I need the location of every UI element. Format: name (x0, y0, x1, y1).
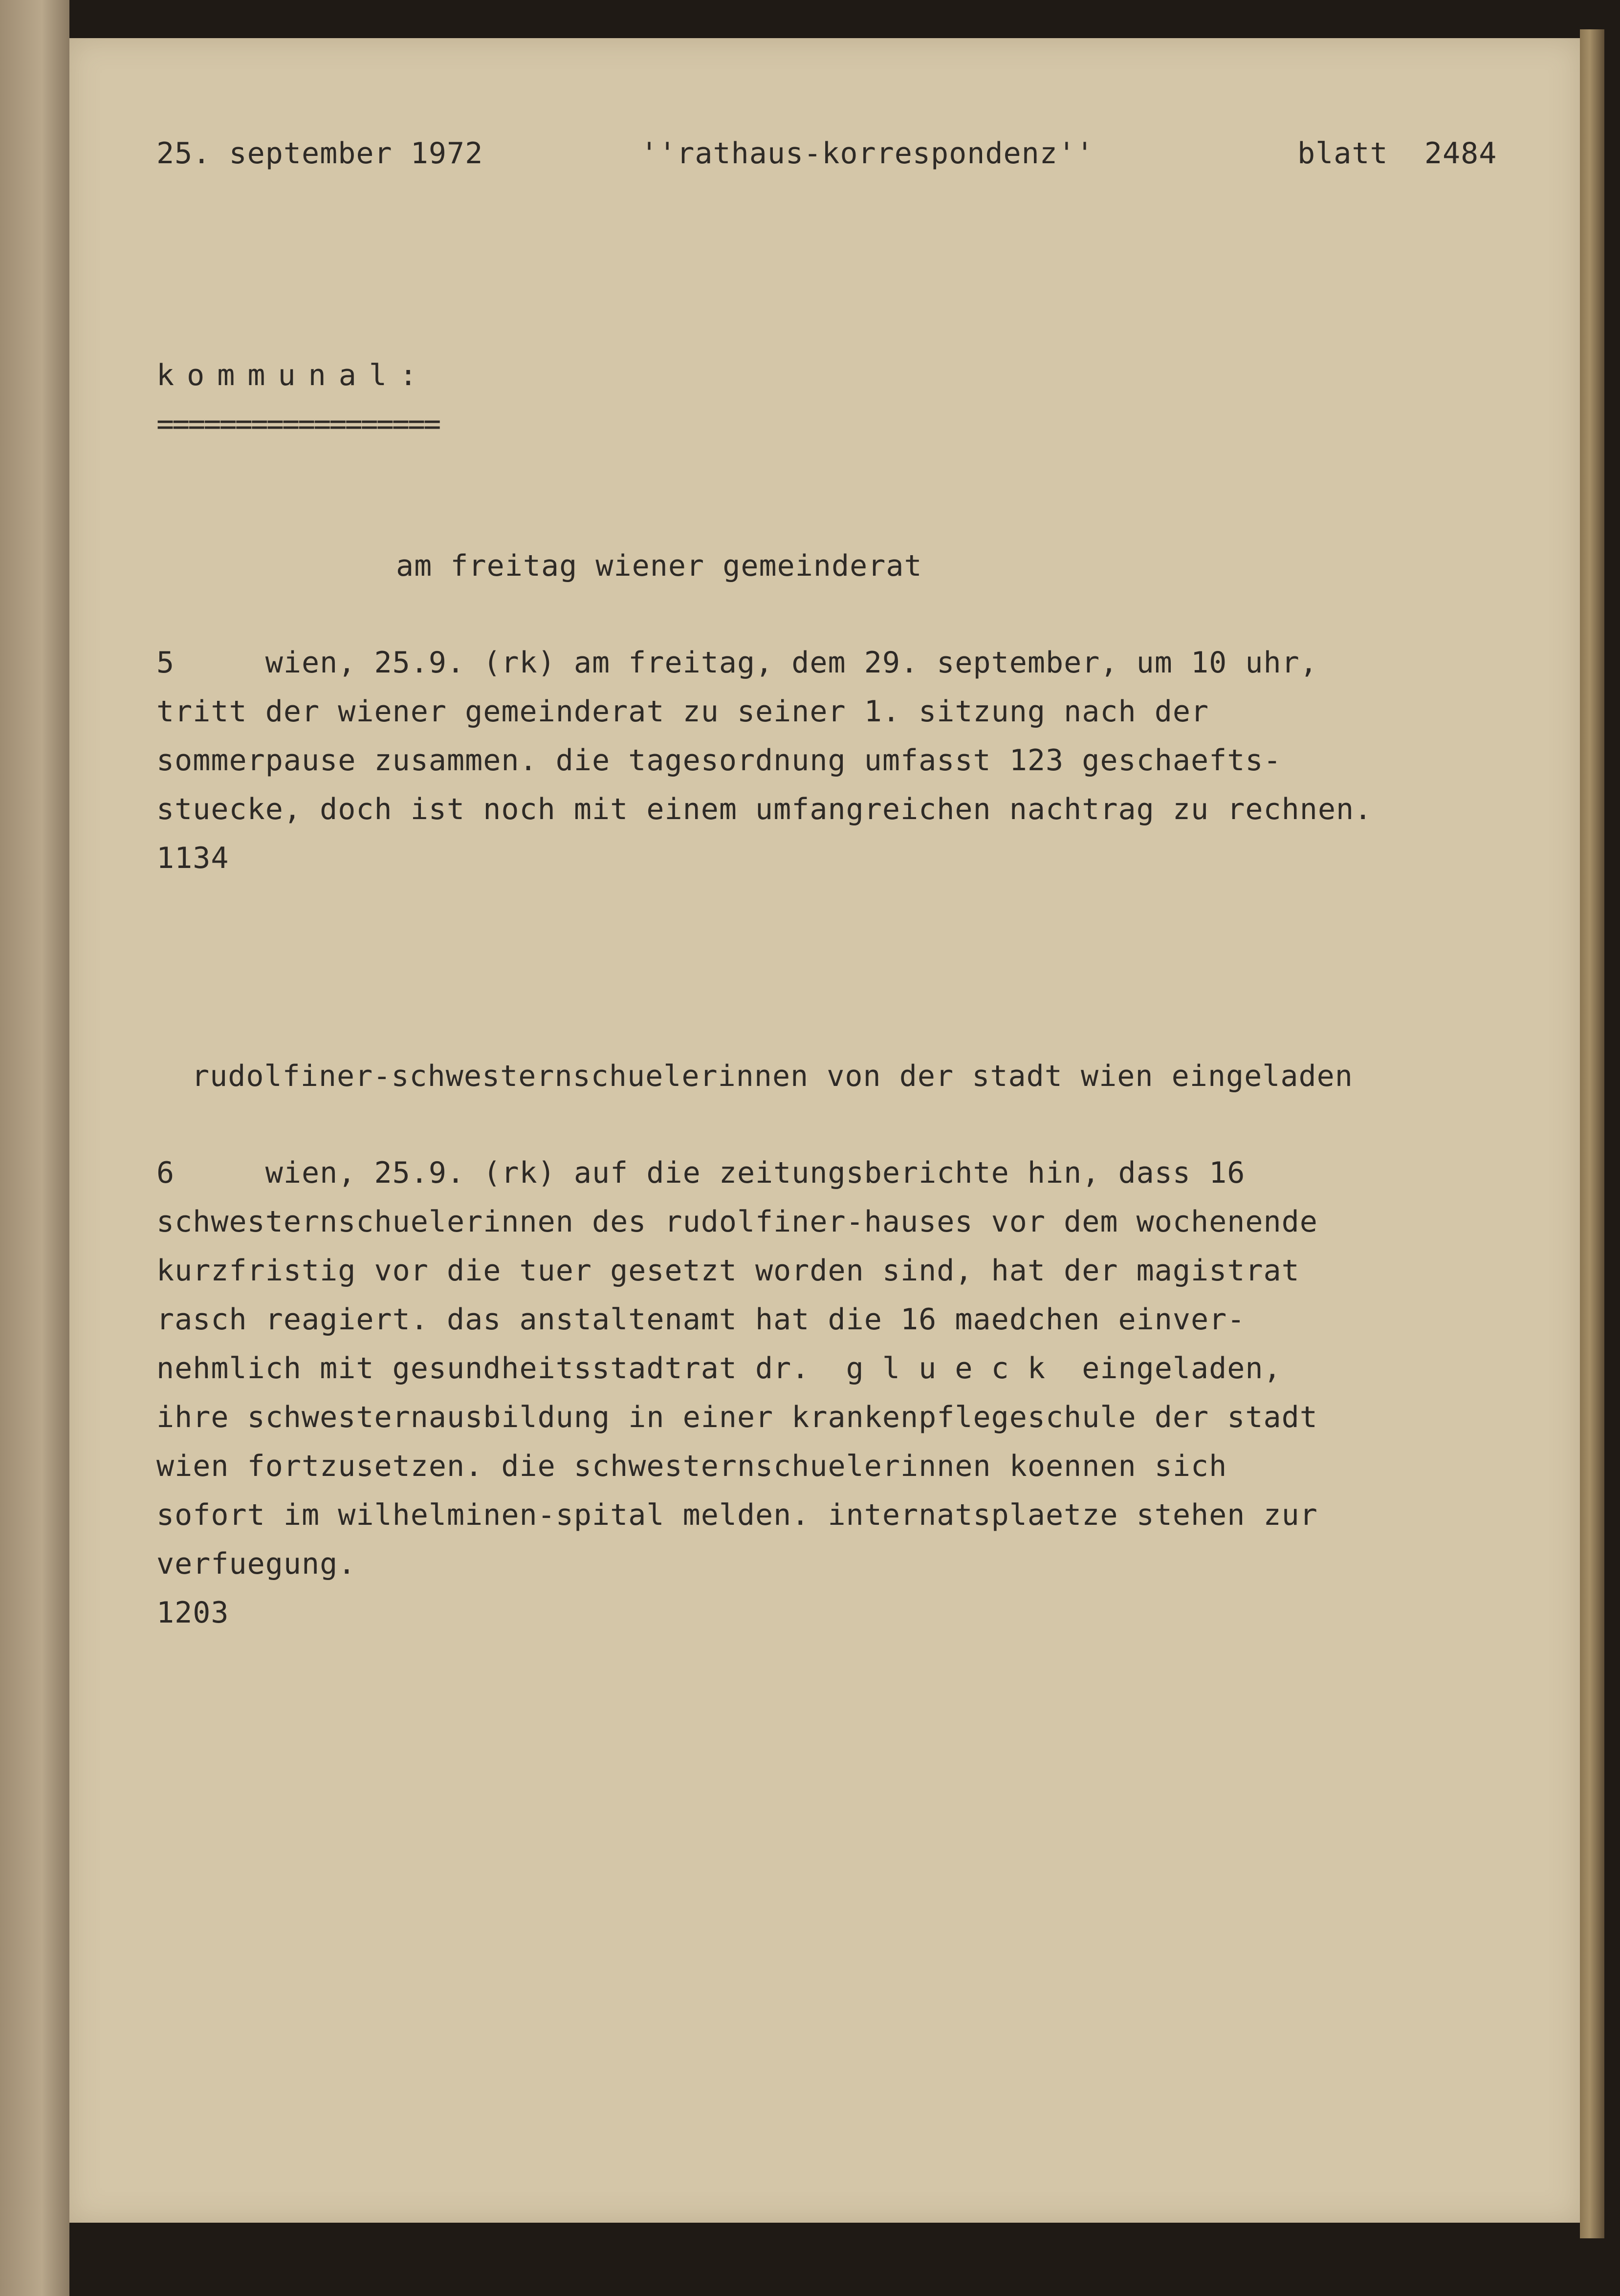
article-1-headline: am freitag wiener gemeinderat (396, 549, 922, 583)
article-2-line: sofort im wilhelminen-spital melden. internatsplaetze stehen zur (156, 1498, 1318, 1532)
header-sheet-number: blatt 2484 (1297, 136, 1497, 171)
previous-page-edge (0, 0, 69, 2296)
page-stack-edge (1580, 29, 1604, 2238)
article-1-line: stuecke, doch ist noch mit einem umfangreichen nachtrag zu rechnen. (156, 792, 1373, 826)
article-2-line: wien fortzusetzen. die schwesternschuelerinnen koennen sich (156, 1449, 1227, 1483)
article-1-code: 1134 (156, 841, 229, 875)
article-1-line: 5 wien, 25.9. (rk) am freitag, dem 29. september, um 10 uhr, (156, 646, 1318, 680)
document-page (69, 38, 1580, 2223)
article-2-line: nehmlich mit gesundheitsstadtrat dr. g l u e c k eingeladen, (156, 1351, 1282, 1386)
article-2-line: kurzfristig vor die tuer gesetzt worden sind, hat der magistrat (156, 1254, 1300, 1288)
typewritten-text (69, 38, 1580, 2223)
article-2-code: 1203 (156, 1596, 229, 1630)
section-title: kommunal: (156, 358, 430, 392)
article-1-line: sommerpause zusammen. die tagesordnung umfasst 123 geschaefts- (156, 743, 1282, 778)
article-2-line: schwesternschuelerinnen des rudolfiner-hauses vor dem wochenende (156, 1205, 1318, 1239)
header-publication: ''rathaus-korrespondenz'' (640, 136, 1095, 171)
article-2-line: verfuegung. (156, 1547, 356, 1581)
article-2-line: ihre schwesternausbildung in einer krankenpflegeschule der stadt (156, 1400, 1318, 1434)
section-underline: ================== (156, 407, 439, 441)
article-2-line: rasch reagiert. das anstaltenamt hat die 16 maedchen einver- (156, 1302, 1246, 1337)
header-date: 25. september 1972 (156, 136, 483, 171)
article-2-headline: rudolfiner-schwesternschuelerinnen von der stadt wien eingeladen (192, 1059, 1353, 1093)
article-1-line: tritt der wiener gemeinderat zu seiner 1. sitzung nach der (156, 694, 1209, 729)
article-2-line: 6 wien, 25.9. (rk) auf die zeitungsberichte hin, dass 16 (156, 1156, 1246, 1190)
